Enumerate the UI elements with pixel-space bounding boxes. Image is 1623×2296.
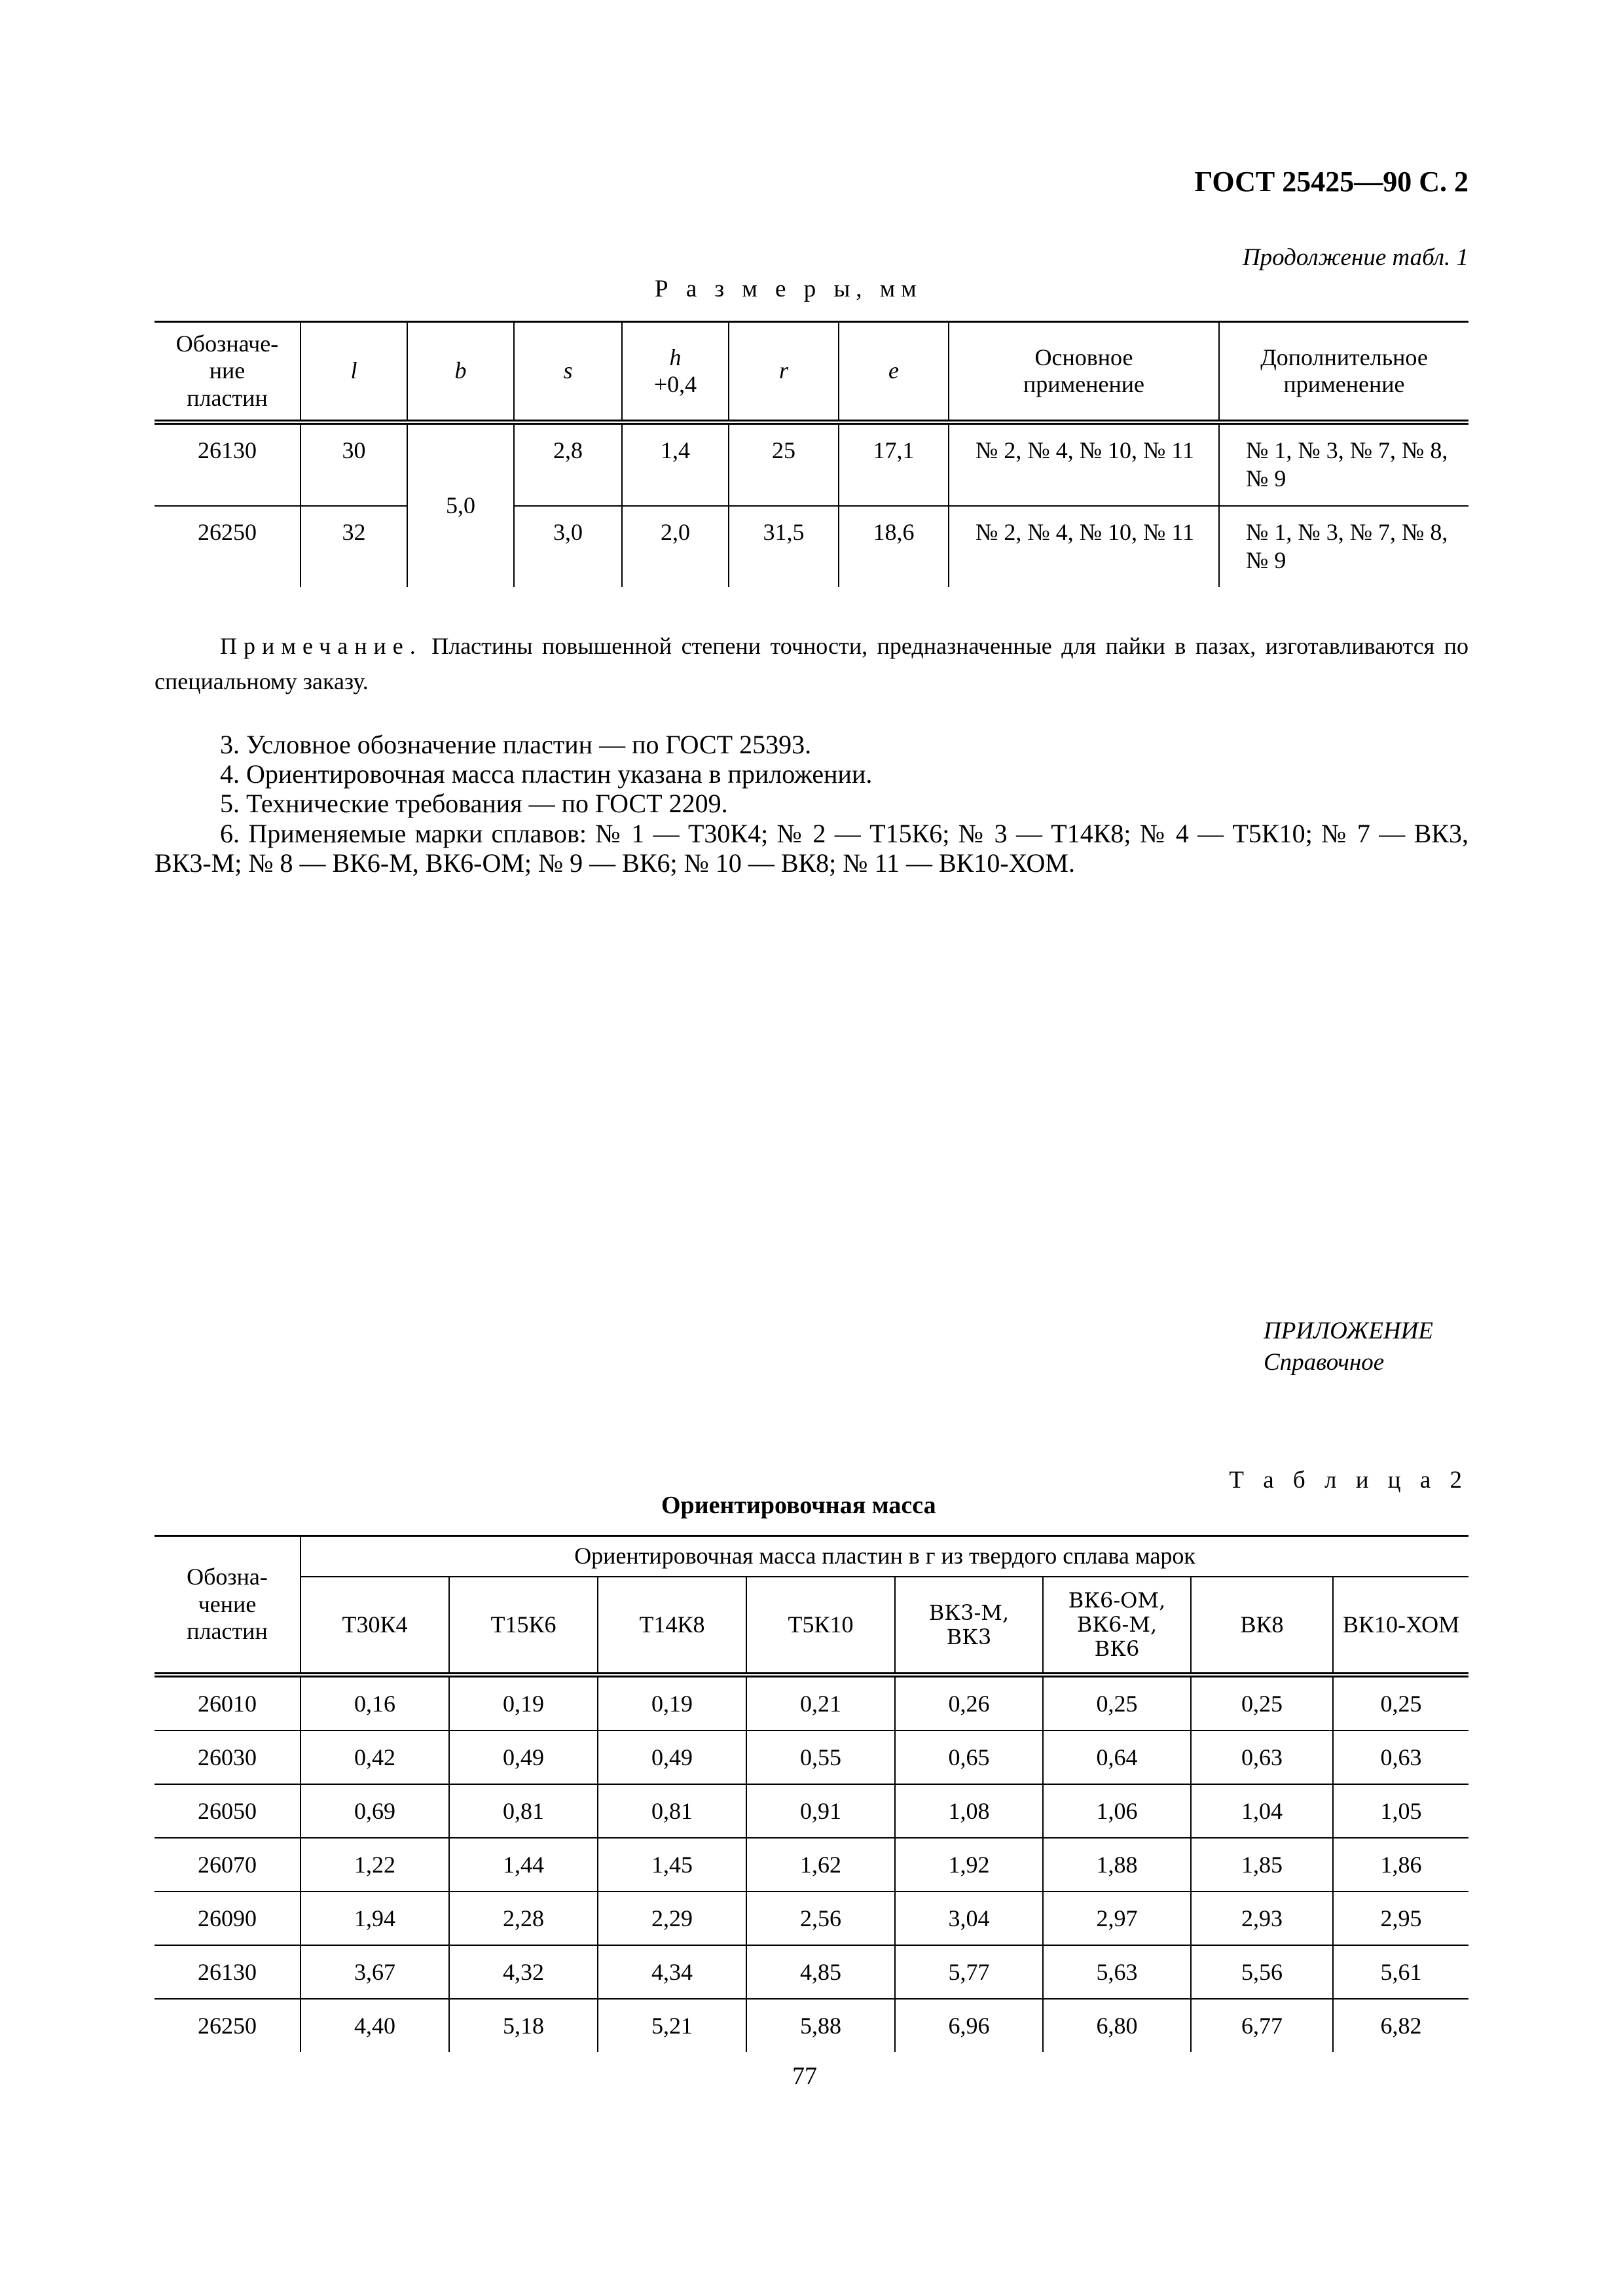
table-row [155,1945,1468,1999]
cell-designation: 26250 [198,2013,257,2039]
appendix-title: ПРИЛОЖЕНИЕ [1264,1318,1433,1344]
cell-mass: 1,04 [1191,1784,1333,1838]
dimensions-table [155,321,1468,587]
cell-mass: 5,63 [1043,1945,1191,1999]
col-alloy: Т14К8 [598,1577,746,1675]
mass-table [155,1535,1468,2052]
table-row [155,1999,1468,2052]
col-main-use: Основное применение [949,322,1219,423]
cell-r: 31,5 [729,506,839,587]
appendix-subtitle: Справочное [1264,1349,1385,1376]
cell-mass: 1,94 [301,1892,449,1945]
cell-mass: 0,21 [746,1675,895,1731]
cell-mass: 0,64 [1043,1731,1191,1784]
cell-mass: 6,82 [1333,1999,1468,2052]
clause-5: 5. Технические требования — по ГОСТ 2209. [220,789,728,819]
cell-designation: 26070 [198,1852,257,1878]
cell-mass: 5,21 [598,1999,746,2052]
cell-mass: 4,40 [301,1999,449,2052]
table2-title: Ориентировочная масса [661,1492,936,1519]
cell-h: 1,4 [622,422,729,506]
table-row [155,506,1468,587]
cell-mass: 2,95 [1333,1892,1468,1945]
cell-mass: 0,91 [746,1784,895,1838]
cell-mass: 5,77 [895,1945,1043,1999]
cell-mass: 0,26 [895,1675,1043,1731]
col-b: b [407,322,514,423]
table-row [155,422,1468,506]
cell-designation: 26090 [198,1905,257,1931]
cell-mass: 1,62 [746,1838,895,1892]
cell-mass: 0,63 [1191,1731,1333,1784]
cell-b-merged: 5,0 [407,422,514,587]
cell-r: 25 [729,422,839,506]
clause-4: 4. Ориентировочная масса пластин указана в приложении. [220,759,873,789]
col-alloy: ВК8 [1191,1577,1333,1675]
cell-extra-use: № 1, № 3, № 7, № 8, № 9 [1219,506,1468,587]
cell-s: 2,8 [514,422,622,506]
units-label: Р а з м е р ы, мм [655,276,922,302]
cell-mass: 0,19 [449,1675,598,1731]
col-alloy: ВК3-М, ВК3 [895,1577,1043,1675]
cell-mass: 0,49 [598,1731,746,1784]
cell-mass: 1,06 [1043,1784,1191,1838]
cell-mass: 6,80 [1043,1999,1191,2052]
cell-mass: 1,08 [895,1784,1043,1838]
cell-main-use: № 2, № 4, № 10, № 11 [949,422,1219,506]
cell-e: 17,1 [839,422,949,506]
cell-mass: 0,42 [301,1731,449,1784]
cell-h: 2,0 [622,506,729,587]
document-header: ГОСТ 25425—90 С. 2 [1194,166,1468,198]
cell-mass: 4,32 [449,1945,598,1999]
cell-designation: 26010 [198,1691,257,1717]
col-alloy: Т30К4 [301,1577,449,1675]
col-h [622,322,729,423]
cell-designation: 26050 [198,1798,257,1824]
cell-mass: 5,61 [1333,1945,1468,1999]
cell-mass: 0,81 [598,1784,746,1838]
cell-mass: 0,55 [746,1731,895,1784]
cell-mass: 1,45 [598,1838,746,1892]
cell-s: 3,0 [514,506,622,587]
cell-mass: 1,44 [449,1838,598,1892]
table2-label: Т а б л и ц а 2 [1229,1467,1468,1494]
table-row [155,1838,1468,1892]
table-continuation-label: Продолжение табл. 1 [1242,244,1468,271]
cell-mass: 5,56 [1191,1945,1333,1999]
cell-designation: 26030 [198,1744,257,1770]
table-row [155,1675,1468,1731]
cell-main-use: № 2, № 4, № 10, № 11 [949,506,1219,587]
cell-mass: 0,25 [1333,1675,1468,1731]
col-alloy: Т5К10 [746,1577,895,1675]
cell-mass: 0,25 [1043,1675,1191,1731]
group-header: Ориентировочная масса пластин в г из твердого сплава марок [301,1536,1468,1577]
cell-mass: 3,67 [301,1945,449,1999]
col-h-tolerance: +0,4 [653,371,697,397]
cell-mass: 0,69 [301,1784,449,1838]
cell-mass: 3,04 [895,1892,1043,1945]
col-alloy: Т15К6 [449,1577,598,1675]
cell-mass: 2,29 [598,1892,746,1945]
clause-6: 6. Применяемые марки сплавов: № 1 — Т30К4; № 2 — Т15К6; № 3 — Т14К8; № 4 — Т5К10; № 7 — ВК3, ВК3-М; № 8 — ВК6-М, ВК6-ОМ; № 9 — ВК6; № 10 — ВК8; № 11 — ВК10-ХОМ. [155,818,1468,878]
cell-mass: 0,16 [301,1675,449,1731]
table-note [155,628,1468,699]
cell-mass: 1,86 [1333,1838,1468,1892]
cell-mass: 0,49 [449,1731,598,1784]
cell-designation: 26250 [198,519,257,545]
col-l: l [301,322,407,423]
cell-mass: 6,96 [895,1999,1043,2052]
mass-table-body [155,1675,1468,2052]
cell-mass: 1,92 [895,1838,1043,1892]
clause-3: 3. Условное обозначение пластин — по ГОСТ 25393. [220,730,812,759]
cell-mass: 4,85 [746,1945,895,1999]
cell-mass: 0,63 [1333,1731,1468,1784]
cell-mass: 0,25 [1191,1675,1333,1731]
cell-mass: 1,05 [1333,1784,1468,1838]
note-label: Примечание. [220,633,422,659]
col-alloy: ВК6-ОМ, ВК6-М, ВК6 [1043,1577,1191,1675]
table-row [155,1784,1468,1838]
clauses [155,730,1468,878]
cell-mass: 5,18 [449,1999,598,2052]
column-headers [155,1577,1468,1675]
cell-mass: 1,22 [301,1838,449,1892]
cell-mass: 0,19 [598,1675,746,1731]
cell-mass: 2,93 [1191,1892,1333,1945]
cell-mass: 0,81 [449,1784,598,1838]
col-e: e [839,322,949,423]
cell-l: 30 [301,422,407,506]
table-row [155,1892,1468,1945]
col-alloy: ВК10-ХОМ [1333,1577,1468,1675]
cell-designation: 26130 [155,422,301,506]
cell-mass: 2,28 [449,1892,598,1945]
cell-e: 18,6 [839,506,949,587]
cell-mass: 2,97 [1043,1892,1191,1945]
cell-mass: 0,65 [895,1731,1043,1784]
cell-extra-use: № 1, № 3, № 7, № 8, № 9 [1219,422,1468,506]
col-h-symbol: h [669,344,682,370]
col-s: s [514,322,622,423]
page-number: 77 [792,2062,817,2090]
cell-mass: 5,88 [746,1999,895,2052]
col-r: r [729,322,839,423]
cell-mass: 6,77 [1191,1999,1333,2052]
col-designation: Обозначе-ние пластин [175,330,279,411]
appendix-heading [1264,1316,1433,1378]
col-designation: Обозна-чение пластин [155,1536,301,1676]
note-text: Пластины повышенной степени точности, предназначенные для пайки в пазах, изготавливаются по специальному заказу. [155,633,1468,694]
cell-mass: 4,34 [598,1945,746,1999]
col-extra-use: Дополнительное применение [1219,322,1468,423]
cell-mass: 1,88 [1043,1838,1191,1892]
cell-mass: 1,85 [1191,1838,1333,1892]
table-row [155,1731,1468,1784]
cell-designation: 26130 [198,1959,257,1985]
cell-mass: 2,56 [746,1892,895,1945]
cell-l: 32 [301,506,407,587]
